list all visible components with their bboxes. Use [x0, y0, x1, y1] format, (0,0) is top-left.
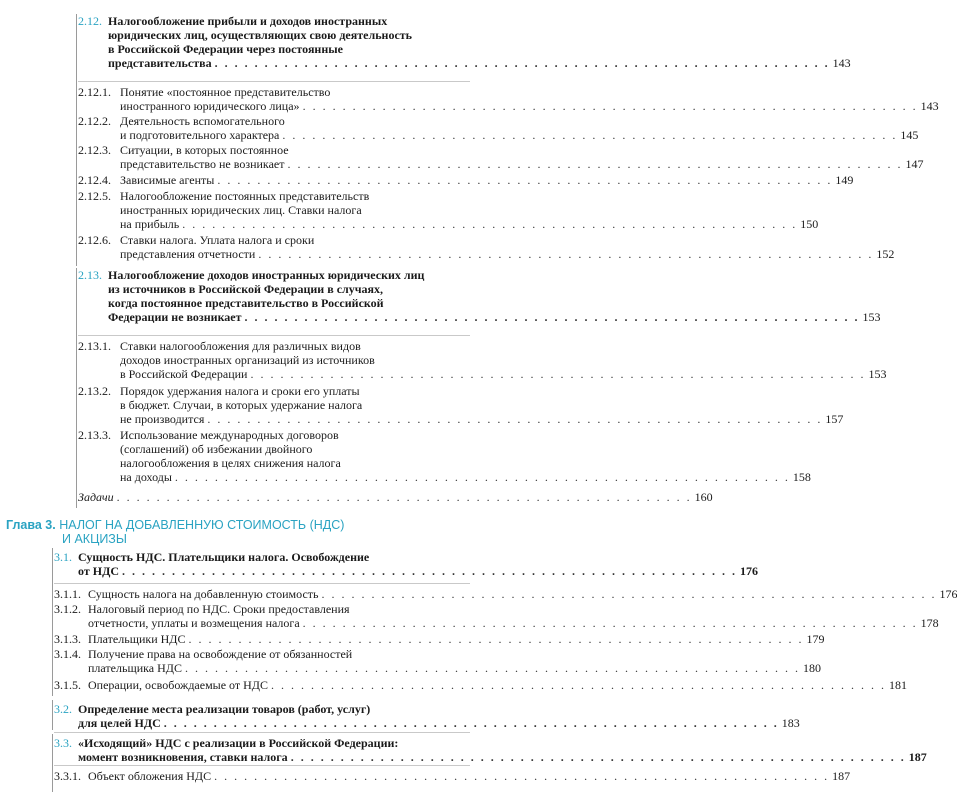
divider	[78, 81, 470, 82]
section-number: 2.12.3.	[78, 143, 111, 157]
entry-title-line: Налоговый период по НДС. Сроки предоставления	[88, 602, 350, 616]
entry-title-line: не производится	[120, 412, 205, 426]
entry-title	[120, 428, 811, 484]
entry-title-line: Налогообложение постоянных представительств	[120, 189, 370, 203]
page-number: 183	[781, 716, 800, 730]
chapter-title-line-1: НАЛОГ НА ДОБАВЛЕННУЮ СТОИМОСТЬ (НДС)	[59, 518, 345, 532]
section-rule-2-13	[76, 268, 77, 508]
page-number: 176	[740, 564, 758, 578]
section-rule-3-1	[52, 548, 53, 696]
entry-title-line: на прибыль	[120, 217, 180, 231]
entry-title	[88, 587, 957, 601]
entry-title	[108, 268, 881, 324]
entry-title-line: доходов иностранных организаций из источников	[120, 353, 375, 367]
entry-title-line: (соглашений) об избежании двойного	[120, 442, 313, 456]
page-number: 178	[920, 616, 939, 630]
entry-title-line: Плательщики НДС	[88, 632, 186, 646]
page-number: 153	[862, 310, 881, 324]
entry-title-line: Ставки налога. Уплата налога и сроки	[120, 233, 315, 247]
entry-title-line: момент возникновения, ставки налога	[78, 750, 288, 764]
entry-title-line: представления отчетности	[120, 247, 256, 261]
tasks-label: Задачи	[78, 490, 114, 504]
leader-dots: . . . . . . . . . . . . . . . . . . . . . . . . . . . . . . . . . . . . . . . . . . . . . . . . . . . . . . . . . . . . . .	[214, 769, 830, 783]
leader-dots: . . . . . . . . . . . . . . . . . . . . . . . . . . . . . . . . . . . . . . . . . . . . . . . . . . . . . . . . . . . . . .	[182, 217, 798, 231]
entry-title	[120, 339, 887, 381]
entry-title	[120, 384, 844, 426]
entry-title-line: представительство не возникает	[120, 157, 285, 171]
section-number: 2.13.1.	[78, 339, 111, 353]
leader-dots: . . . . . . . . . . . . . . . . . . . . . . . . . . . . . . . . . . . . . . . . . . . . . . . . . . . . . . . . . . . . . .	[184, 661, 800, 675]
leader-dots: . . . . . . . . . . . . . . . . . . . . . . . . . . . . . . . . . . . . . . . . . . . . . . . . . . . . . . . . . . . . . .	[250, 367, 866, 381]
page-number: 158	[792, 470, 811, 484]
entry-title-line: и подготовительного характера	[120, 128, 280, 142]
entry-title-line: Получение права на освобождение от обязанностей	[88, 647, 353, 661]
page-number: 152	[876, 247, 895, 261]
entry-title-line: на доходы	[120, 470, 172, 484]
leader-dots: . . . . . . . . . . . . . . . . . . . . . . . . . . . . . . . . . . . . . . . . . . . . . . . . . . . . . . . . . . . . . .	[302, 99, 918, 113]
section-number: 2.12.4.	[78, 173, 111, 187]
page-number: 180	[802, 661, 821, 675]
entry-title-line: представительства	[108, 56, 212, 70]
section-number: 3.3.	[54, 736, 72, 750]
chapter-title-line-2: И АКЦИЗЫ	[62, 532, 127, 546]
entry-title-line: иностранных юридических лиц. Ставки налога	[120, 203, 362, 217]
section-number: 3.3.1.	[54, 769, 81, 783]
page-number: 150	[800, 217, 819, 231]
entry-title	[88, 602, 939, 630]
entry-title	[88, 632, 825, 646]
leader-dots: . . . . . . . . . . . . . . . . . . . . . . . . . . . . . . . . . . . . . . . . . . . . . . . . . . . . . . . . . . . . . .	[271, 678, 886, 692]
page-number: 143	[832, 56, 851, 70]
section-number: 3.1.4.	[54, 647, 81, 661]
divider	[54, 765, 470, 766]
section-number: 3.1.3.	[54, 632, 81, 646]
page-number: 187	[832, 769, 851, 783]
entry-title-line: иностранного юридического лица»	[120, 99, 300, 113]
entry-title	[88, 678, 907, 692]
entry-title	[78, 702, 800, 730]
entry-title-line: налогообложения в целях снижения налога	[120, 456, 341, 470]
entry-title-line: в Российской Федерации	[120, 367, 248, 381]
section-number: 2.13.	[78, 268, 102, 282]
entry-title-line: «Исходящий» НДС с реализации в Российской Федерации:	[78, 736, 399, 750]
entry-title-line: отчетности, уплаты и возмещения налога	[88, 616, 300, 630]
entry-title-line: в бюджет. Случаи, в которых удержание налога	[120, 398, 363, 412]
leader-dots: . . . . . . . . . . . . . . . . . . . . . . . . . . . . . . . . . . . . . . . . . . . . . . . . . . . . . . . . . . . . . .	[207, 412, 823, 426]
entry-title	[120, 143, 924, 171]
section-rule-3-2	[52, 700, 53, 730]
chapter-label: Глава 3.	[6, 518, 56, 532]
entry-title-line: Зависимые агенты	[120, 173, 215, 187]
divider	[78, 335, 470, 336]
leader-dots: . . . . . . . . . . . . . . . . . . . . . . . . . . . . . . . . . . . . . . . . . . . . . . . . . . . . . . . . . . . . . .	[122, 564, 737, 578]
entry-title	[108, 14, 851, 70]
page-number: 181	[889, 678, 907, 692]
entry-title	[88, 647, 821, 675]
entry-title-line: юридических лиц, осуществляющих свою деятельность	[108, 28, 413, 42]
entry-title-line: Определение места реализации товаров (работ, услуг)	[78, 702, 371, 716]
leader-dots: . . . . . . . . . . . . . . . . . . . . . . . . . . . . . . . . . . . . . . . . . . . . . . . . . . . . . . . . . . . . . .	[302, 616, 918, 630]
section-number: 2.12.6.	[78, 233, 111, 247]
entry-title	[88, 769, 851, 783]
section-number: 2.13.2.	[78, 384, 111, 398]
entry-title	[120, 189, 819, 231]
entry-title-line: Сущность НДС. Плательщики налога. Освобождение	[78, 550, 370, 564]
leader-dots: . . . . . . . . . . . . . . . . . . . . . . . . . . . . . . . . . . . . . . . . . . . . . . . . . . . . . . . . . . . . . .	[321, 587, 937, 601]
section-rule-3-3	[52, 734, 53, 792]
entry-title	[120, 233, 895, 261]
leader-dots: . . . . . . . . . . . . . . . . . . . . . . . . . . . . . . . . . . . . . . . . . . . . . . . . . . . . . . . . . . . . . .	[287, 157, 903, 171]
divider	[54, 583, 470, 584]
entry-title-line: Деятельность вспомогательного	[120, 114, 285, 128]
entry-title-line: Операции, освобождаемые от НДС	[88, 678, 268, 692]
section-number: 2.12.2.	[78, 114, 111, 128]
entry-title-line: Порядок удержания налога и сроки его уплаты	[120, 384, 360, 398]
entry-title-line: Понятие «постоянное представительство	[120, 85, 331, 99]
section-number: 3.1.1.	[54, 587, 81, 601]
page-number: 160	[694, 490, 713, 504]
section-number: 2.12.	[78, 14, 102, 28]
entry-title-line: Ставки налогообложения для различных видов	[120, 339, 361, 353]
entry-title-line: Налогообложение прибыли и доходов иностранных	[108, 14, 388, 28]
page-number: 145	[900, 128, 919, 142]
leader-dots: . . . . . . . . . . . . . . . . . . . . . . . . . . . . . . . . . . . . . . . . . . . . . . . . . . . . . . . . . . . . . .	[163, 716, 779, 730]
page-number: 153	[868, 367, 887, 381]
page-number: 187	[908, 750, 927, 764]
chapter-3-heading[interactable]	[6, 518, 344, 546]
entry-title	[120, 85, 939, 113]
section-number: 3.1.	[54, 550, 72, 564]
entry-title-line: Объект обложения НДС	[88, 769, 212, 783]
section-number: 3.1.5.	[54, 678, 81, 692]
leader-dots: . . . . . . . . . . . . . . . . . . . . . . . . . . . . . . . . . . . . . . . . . . . . . . . . . . . . . . . . . . . . . .	[282, 128, 898, 142]
page-number: 157	[825, 412, 844, 426]
entry-title-line: когда постоянное представительство в Российской	[108, 296, 384, 310]
divider	[54, 732, 470, 733]
entry-title	[120, 173, 854, 187]
entry-title	[120, 114, 919, 142]
page-number: 149	[835, 173, 854, 187]
leader-dots: . . . . . . . . . . . . . . . . . . . . . . . . . . . . . . . . . . . . . . . . . . . . . . . . . . . . . . . . . . . . . .	[214, 56, 830, 70]
leader-dots: . . . . . . . . . . . . . . . . . . . . . . . . . . . . . . . . . . . . . . . . . . . . . . . . . . . . . . . . . . . . . .	[290, 750, 906, 764]
leader-dots: . . . . . . . . . . . . . . . . . . . . . . . . . . . . . . . . . . . . . . . . . . . . . . . . . . . . . . . . . . . . . .	[244, 310, 860, 324]
section-number: 3.1.2.	[54, 602, 81, 616]
entry-title-line: от НДС	[78, 564, 119, 578]
entry-title-line: в Российской Федерации через постоянные	[108, 42, 343, 56]
section-number: 3.2.	[54, 702, 72, 716]
entry-title-line: Сущность налога на добавленную стоимость	[88, 587, 319, 601]
entry-title-line: Ситуации, в которых постоянное	[120, 143, 289, 157]
entry-title-line: Федерации не возникает	[108, 310, 242, 324]
leader-dots: . . . . . . . . . . . . . . . . . . . . . . . . . . . . . . . . . . . . . . . . . . . . . . . . . . . . . . . . . . . . . .	[188, 632, 804, 646]
leader-dots: . . . . . . . . . . . . . . . . . . . . . . . . . . . . . . . . . . . . . . . . . . . . . . . . . . . . . . . . . .	[116, 490, 692, 504]
page-number: 143	[920, 99, 939, 113]
leader-dots: . . . . . . . . . . . . . . . . . . . . . . . . . . . . . . . . . . . . . . . . . . . . . . . . . . . . . . . . . . . . . .	[174, 470, 790, 484]
section-rule-2-12	[76, 14, 77, 266]
entry-title-line: Использование международных договоров	[120, 428, 339, 442]
entry-title-line: для целей НДС	[78, 716, 161, 730]
entry-title	[78, 736, 927, 764]
leader-dots: . . . . . . . . . . . . . . . . . . . . . . . . . . . . . . . . . . . . . . . . . . . . . . . . . . . . . . . . . . . . . .	[258, 247, 874, 261]
entry-title-line: Налогообложение доходов иностранных юридических лиц	[108, 268, 425, 282]
section-number: 2.13.3.	[78, 428, 111, 442]
section-number: 2.12.5.	[78, 189, 111, 203]
page-number: 176	[939, 587, 957, 601]
entry-title-line: из источников в Российской Федерации в случаях,	[108, 282, 384, 296]
entry-title-line: плательщика НДС	[88, 661, 182, 675]
page-number: 147	[905, 157, 924, 171]
page-number: 179	[806, 632, 825, 646]
entry-title	[78, 550, 758, 578]
leader-dots: . . . . . . . . . . . . . . . . . . . . . . . . . . . . . . . . . . . . . . . . . . . . . . . . . . . . . . . . . . . . . .	[217, 173, 833, 187]
section-number: 2.12.1.	[78, 85, 111, 99]
